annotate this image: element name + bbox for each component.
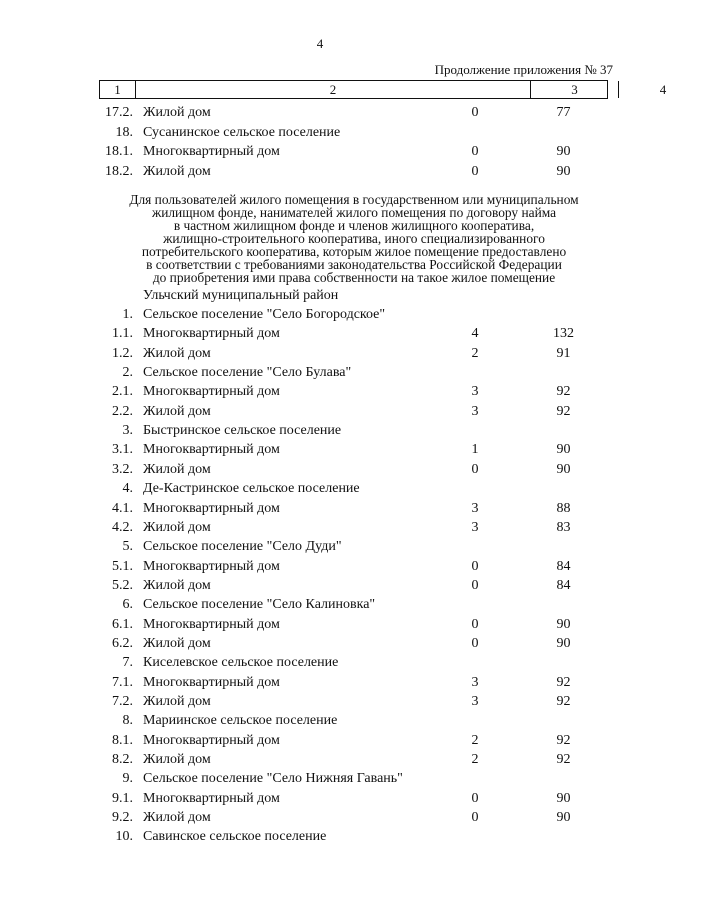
row-number: 8.1. — [112, 732, 133, 748]
row-number: 3. — [122, 423, 133, 439]
row-value-col4: 90 — [556, 461, 571, 477]
row-name: Савинское сельское поселение — [143, 829, 327, 845]
row-number: 4.2. — [112, 519, 133, 535]
row-value-col4: 92 — [556, 732, 571, 748]
row-value-col3: 3 — [471, 674, 479, 690]
row-value-col4: 92 — [556, 752, 571, 768]
table-row — [0, 440, 640, 459]
row-name: Де-Кастринское сельское поселение — [143, 481, 360, 497]
column-header-3: 3 — [571, 82, 578, 97]
row-number: 18.2. — [105, 163, 133, 179]
row-number: 6. — [122, 597, 133, 613]
table-row — [0, 363, 640, 382]
row-value-col3: 3 — [471, 694, 479, 709]
row-value-col4: 92 — [556, 384, 571, 400]
table-row — [0, 402, 640, 421]
paragraph-line: в частном жилищном фонде и членов жилищного кооператива, — [173, 218, 535, 233]
row-value-col3: 0 — [471, 635, 479, 651]
row-name: Многоквартирный дом — [143, 500, 280, 516]
row-value-col3: 3 — [471, 519, 479, 535]
page-number: 4 — [316, 36, 324, 51]
row-name: Многоквартирный дом — [143, 558, 280, 574]
paragraph-line: в соответствии с требованиями законодательства Российской Федерации — [146, 257, 562, 272]
row-number: 3.1. — [112, 442, 133, 458]
table-row — [0, 479, 640, 498]
table-row — [0, 324, 640, 343]
table-row — [0, 162, 640, 181]
row-name: Сельское поселение "Село Нижняя Гавань" — [143, 771, 403, 787]
row-name: Сельское поселение "Село Калиновка" — [143, 597, 376, 613]
row-number: 8.2. — [112, 752, 133, 768]
row-value-col3: 0 — [471, 105, 479, 120]
row-name: Киселевское сельское поселение — [143, 655, 339, 671]
row-number: 5. — [122, 539, 133, 555]
table-row — [0, 576, 640, 595]
row-value-col4: 90 — [556, 790, 571, 806]
row-name: Многоквартирный дом — [143, 732, 280, 748]
row-name: Жилой дом — [143, 163, 211, 179]
row-value-col4: 92 — [556, 674, 571, 690]
row-number: 7.2. — [112, 694, 133, 709]
district-title: Ульчский муниципальный район — [143, 288, 339, 303]
table-row — [0, 537, 640, 556]
row-value-col4: 84 — [556, 558, 571, 574]
row-number: 17.2. — [105, 105, 133, 120]
table-row — [0, 382, 640, 401]
row-name: Жилой дом — [143, 577, 211, 593]
table-row — [0, 692, 640, 711]
row-value-col4: 90 — [556, 144, 571, 159]
row-name: Жилой дом — [143, 345, 211, 361]
table-row — [0, 634, 640, 653]
row-value-col4: 92 — [556, 403, 571, 419]
table-row — [0, 103, 640, 122]
row-value-col3: 0 — [471, 810, 479, 826]
row-name: Многоквартирный дом — [143, 616, 280, 632]
row-number: 8. — [122, 713, 133, 729]
row-name: Жилой дом — [143, 105, 211, 120]
row-value-col4: 90 — [556, 163, 571, 179]
table-row — [0, 557, 640, 576]
table-row — [0, 305, 640, 324]
row-name: Сельское поселение "Село Богородское" — [143, 307, 386, 322]
row-value-col3: 0 — [471, 558, 479, 574]
row-value-col3: 0 — [471, 144, 479, 159]
row-number: 4.1. — [112, 500, 133, 516]
row-name: Сусанинское сельское поселение — [143, 124, 341, 140]
paragraph-line: до приобретения ими права собственности на такое жилое помещение — [152, 270, 556, 285]
row-number: 18. — [115, 124, 133, 140]
table-row — [0, 769, 640, 788]
paragraph-line: потребительского кооператива, которым жилое помещение предоставлено — [141, 244, 567, 259]
row-value-col4: 90 — [556, 616, 571, 632]
row-number: 5.2. — [112, 577, 133, 593]
table-row — [0, 615, 640, 634]
row-number: 18.1. — [105, 144, 133, 159]
row-number: 1.2. — [112, 345, 133, 361]
row-name: Жилой дом — [143, 752, 211, 768]
paragraph-line: жилищно-строительного кооператива, иного специализированного — [163, 231, 545, 246]
row-number: 4. — [122, 481, 133, 497]
row-name: Быстринское сельское поселение — [143, 423, 342, 439]
row-name: Сельское поселение "Село Дуди" — [143, 539, 342, 555]
row-number: 9.2. — [112, 810, 133, 826]
column-header-table — [99, 80, 667, 99]
row-name: Многоквартирный дом — [143, 442, 280, 458]
row-name: Жилой дом — [143, 635, 211, 651]
row-name: Мариинское сельское поселение — [143, 713, 338, 729]
row-value-col3: 3 — [471, 500, 479, 516]
row-value-col3: 0 — [471, 790, 479, 806]
row-value-col4: 90 — [556, 810, 571, 826]
table-row — [0, 653, 640, 672]
row-value-col3: 2 — [471, 752, 479, 768]
row-value-col4: 132 — [553, 326, 574, 342]
row-number: 2.1. — [112, 384, 133, 400]
row-name: Жилой дом — [143, 810, 211, 826]
row-number: 2. — [122, 365, 133, 381]
row-number: 7.1. — [112, 674, 133, 690]
table-row — [0, 673, 640, 692]
paragraph-line: Для пользователей жилого помещения в государственном или муниципальном — [129, 192, 579, 207]
table-row — [0, 731, 640, 750]
table-row — [0, 344, 640, 363]
row-name: Жилой дом — [143, 403, 211, 419]
row-value-col3: 2 — [471, 345, 479, 361]
column-header-4: 4 — [659, 82, 667, 97]
row-value-col4: 91 — [556, 345, 571, 361]
row-number: 10. — [115, 829, 133, 845]
row-value-col4: 90 — [556, 635, 571, 651]
row-value-col3: 3 — [471, 403, 479, 419]
row-number: 3.2. — [112, 461, 133, 477]
table-row — [0, 711, 640, 730]
row-value-col3: 0 — [471, 577, 479, 593]
table-row — [0, 808, 640, 827]
table-row — [0, 142, 640, 161]
row-number: 2.2. — [112, 403, 133, 419]
row-number: 7. — [122, 655, 133, 671]
row-value-col4: 83 — [556, 519, 571, 535]
row-number: 5.1. — [112, 558, 133, 574]
row-name: Жилой дом — [143, 461, 211, 477]
row-name: Многоквартирный дом — [143, 144, 280, 159]
table-row — [0, 421, 640, 440]
district-title-row — [0, 286, 640, 305]
continuation-label: Продолжение приложения № 37 — [434, 62, 613, 77]
table-row — [0, 518, 640, 537]
column-header-2: 2 — [329, 82, 337, 97]
row-name: Многоквартирный дом — [143, 790, 280, 806]
row-value-col3: 0 — [471, 616, 479, 632]
row-name: Многоквартирный дом — [143, 384, 280, 400]
table-row — [0, 789, 640, 808]
category-paragraph — [99, 193, 609, 284]
row-number: 1. — [122, 307, 133, 322]
row-number: 9.1. — [112, 790, 133, 806]
row-number: 6.2. — [112, 635, 133, 651]
row-value-col4: 77 — [556, 105, 571, 120]
row-value-col3: 2 — [471, 732, 479, 748]
row-value-col4: 90 — [556, 442, 571, 458]
row-number: 6.1. — [112, 616, 133, 632]
row-name: Многоквартирный дом — [143, 674, 280, 690]
table-row — [0, 123, 640, 142]
row-value-col3: 0 — [471, 163, 479, 179]
row-number: 9. — [122, 771, 133, 787]
row-number: 1.1. — [112, 326, 133, 342]
table-row — [0, 499, 640, 518]
row-value-col4: 84 — [556, 577, 571, 593]
paragraph-line: жилищном фонде, нанимателей жилого помещения по договору найма — [151, 205, 557, 220]
row-name: Жилой дом — [143, 694, 211, 709]
table-row — [0, 595, 640, 614]
row-name: Жилой дом — [143, 519, 211, 535]
row-name: Многоквартирный дом — [143, 326, 280, 342]
row-value-col3: 1 — [471, 442, 479, 458]
table-row — [0, 750, 640, 769]
row-value-col3: 0 — [471, 461, 479, 477]
table-row — [0, 460, 640, 479]
row-value-col3: 4 — [471, 326, 479, 342]
row-value-col4: 92 — [556, 694, 571, 709]
row-value-col3: 3 — [471, 384, 479, 400]
row-name: Сельское поселение "Село Булава" — [143, 365, 352, 381]
column-header-1: 1 — [114, 82, 121, 97]
row-value-col4: 88 — [556, 500, 571, 516]
table-row — [0, 827, 640, 846]
